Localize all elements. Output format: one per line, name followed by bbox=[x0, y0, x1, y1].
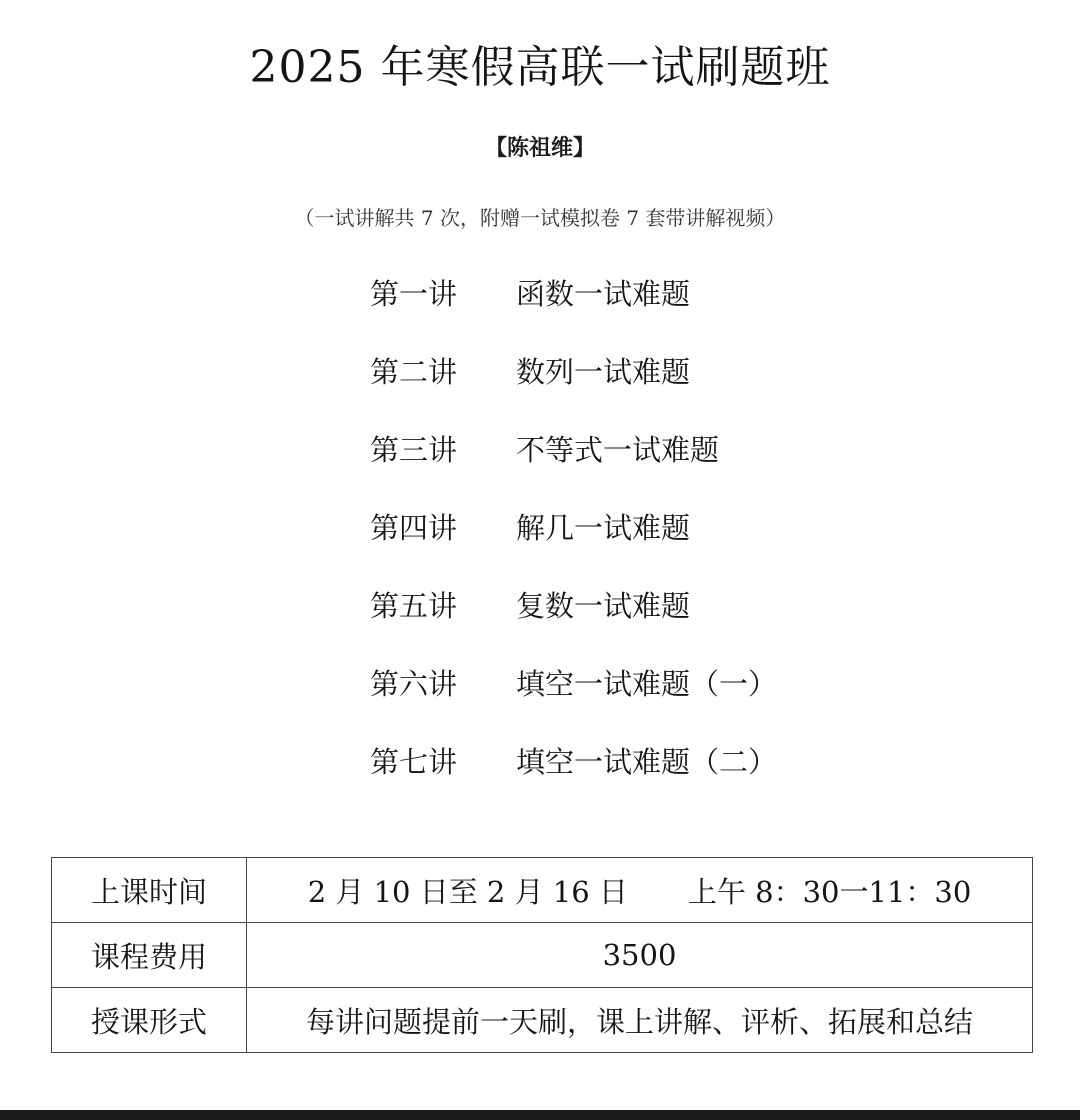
format-label: 授课形式 bbox=[52, 988, 247, 1053]
document-title: 2025 年寒假高联一试刷题班 bbox=[249, 42, 831, 93]
bottom-edge-bar bbox=[0, 1110, 1080, 1120]
schedule-label: 上课时间 bbox=[52, 858, 247, 923]
lecture-topic: 填空一试难题（二） bbox=[516, 745, 778, 779]
schedule-time: 上午 8：30一11：30 bbox=[687, 874, 972, 909]
fee-value: 3500 bbox=[247, 923, 1033, 988]
table-row bbox=[52, 923, 1033, 988]
table-row bbox=[52, 988, 1033, 1053]
lecture-item bbox=[370, 272, 890, 350]
lecture-item bbox=[370, 506, 890, 584]
lecture-number: 第五讲 bbox=[370, 589, 458, 623]
format-value: 每讲问题提前一天刷，课上讲解、评析、拓展和总结 bbox=[247, 988, 1033, 1053]
schedule-date: 2 月 10 日至 2 月 16 日 bbox=[307, 874, 628, 909]
lecture-number: 第四讲 bbox=[370, 511, 458, 545]
lecture-item bbox=[370, 740, 890, 818]
lecture-number: 第三讲 bbox=[370, 433, 458, 467]
lecture-number: 第二讲 bbox=[370, 355, 458, 389]
author-name: 【陈祖维】 bbox=[484, 136, 595, 161]
fee-label: 课程费用 bbox=[52, 923, 247, 988]
lecture-item bbox=[370, 428, 890, 506]
lecture-item bbox=[370, 662, 890, 740]
schedule-value bbox=[247, 858, 1033, 923]
lecture-topic: 填空一试难题（一） bbox=[516, 667, 778, 701]
lecture-topic: 函数一试难题 bbox=[516, 277, 691, 311]
lecture-number: 第一讲 bbox=[370, 277, 458, 311]
lecture-item bbox=[370, 350, 890, 428]
lecture-list bbox=[370, 272, 890, 818]
lecture-number: 第七讲 bbox=[370, 745, 458, 779]
document-subtitle: （一试讲解共 7 次，附赠一试模拟卷 7 套带讲解视频） bbox=[294, 206, 786, 230]
lecture-topic: 不等式一试难题 bbox=[516, 433, 720, 467]
lecture-item bbox=[370, 584, 890, 662]
lecture-topic: 解几一试难题 bbox=[516, 511, 691, 545]
lecture-topic: 数列一试难题 bbox=[516, 355, 691, 389]
lecture-topic: 复数一试难题 bbox=[516, 589, 691, 623]
table-row bbox=[52, 858, 1033, 923]
course-info-table bbox=[51, 857, 1033, 1053]
lecture-number: 第六讲 bbox=[370, 667, 458, 701]
